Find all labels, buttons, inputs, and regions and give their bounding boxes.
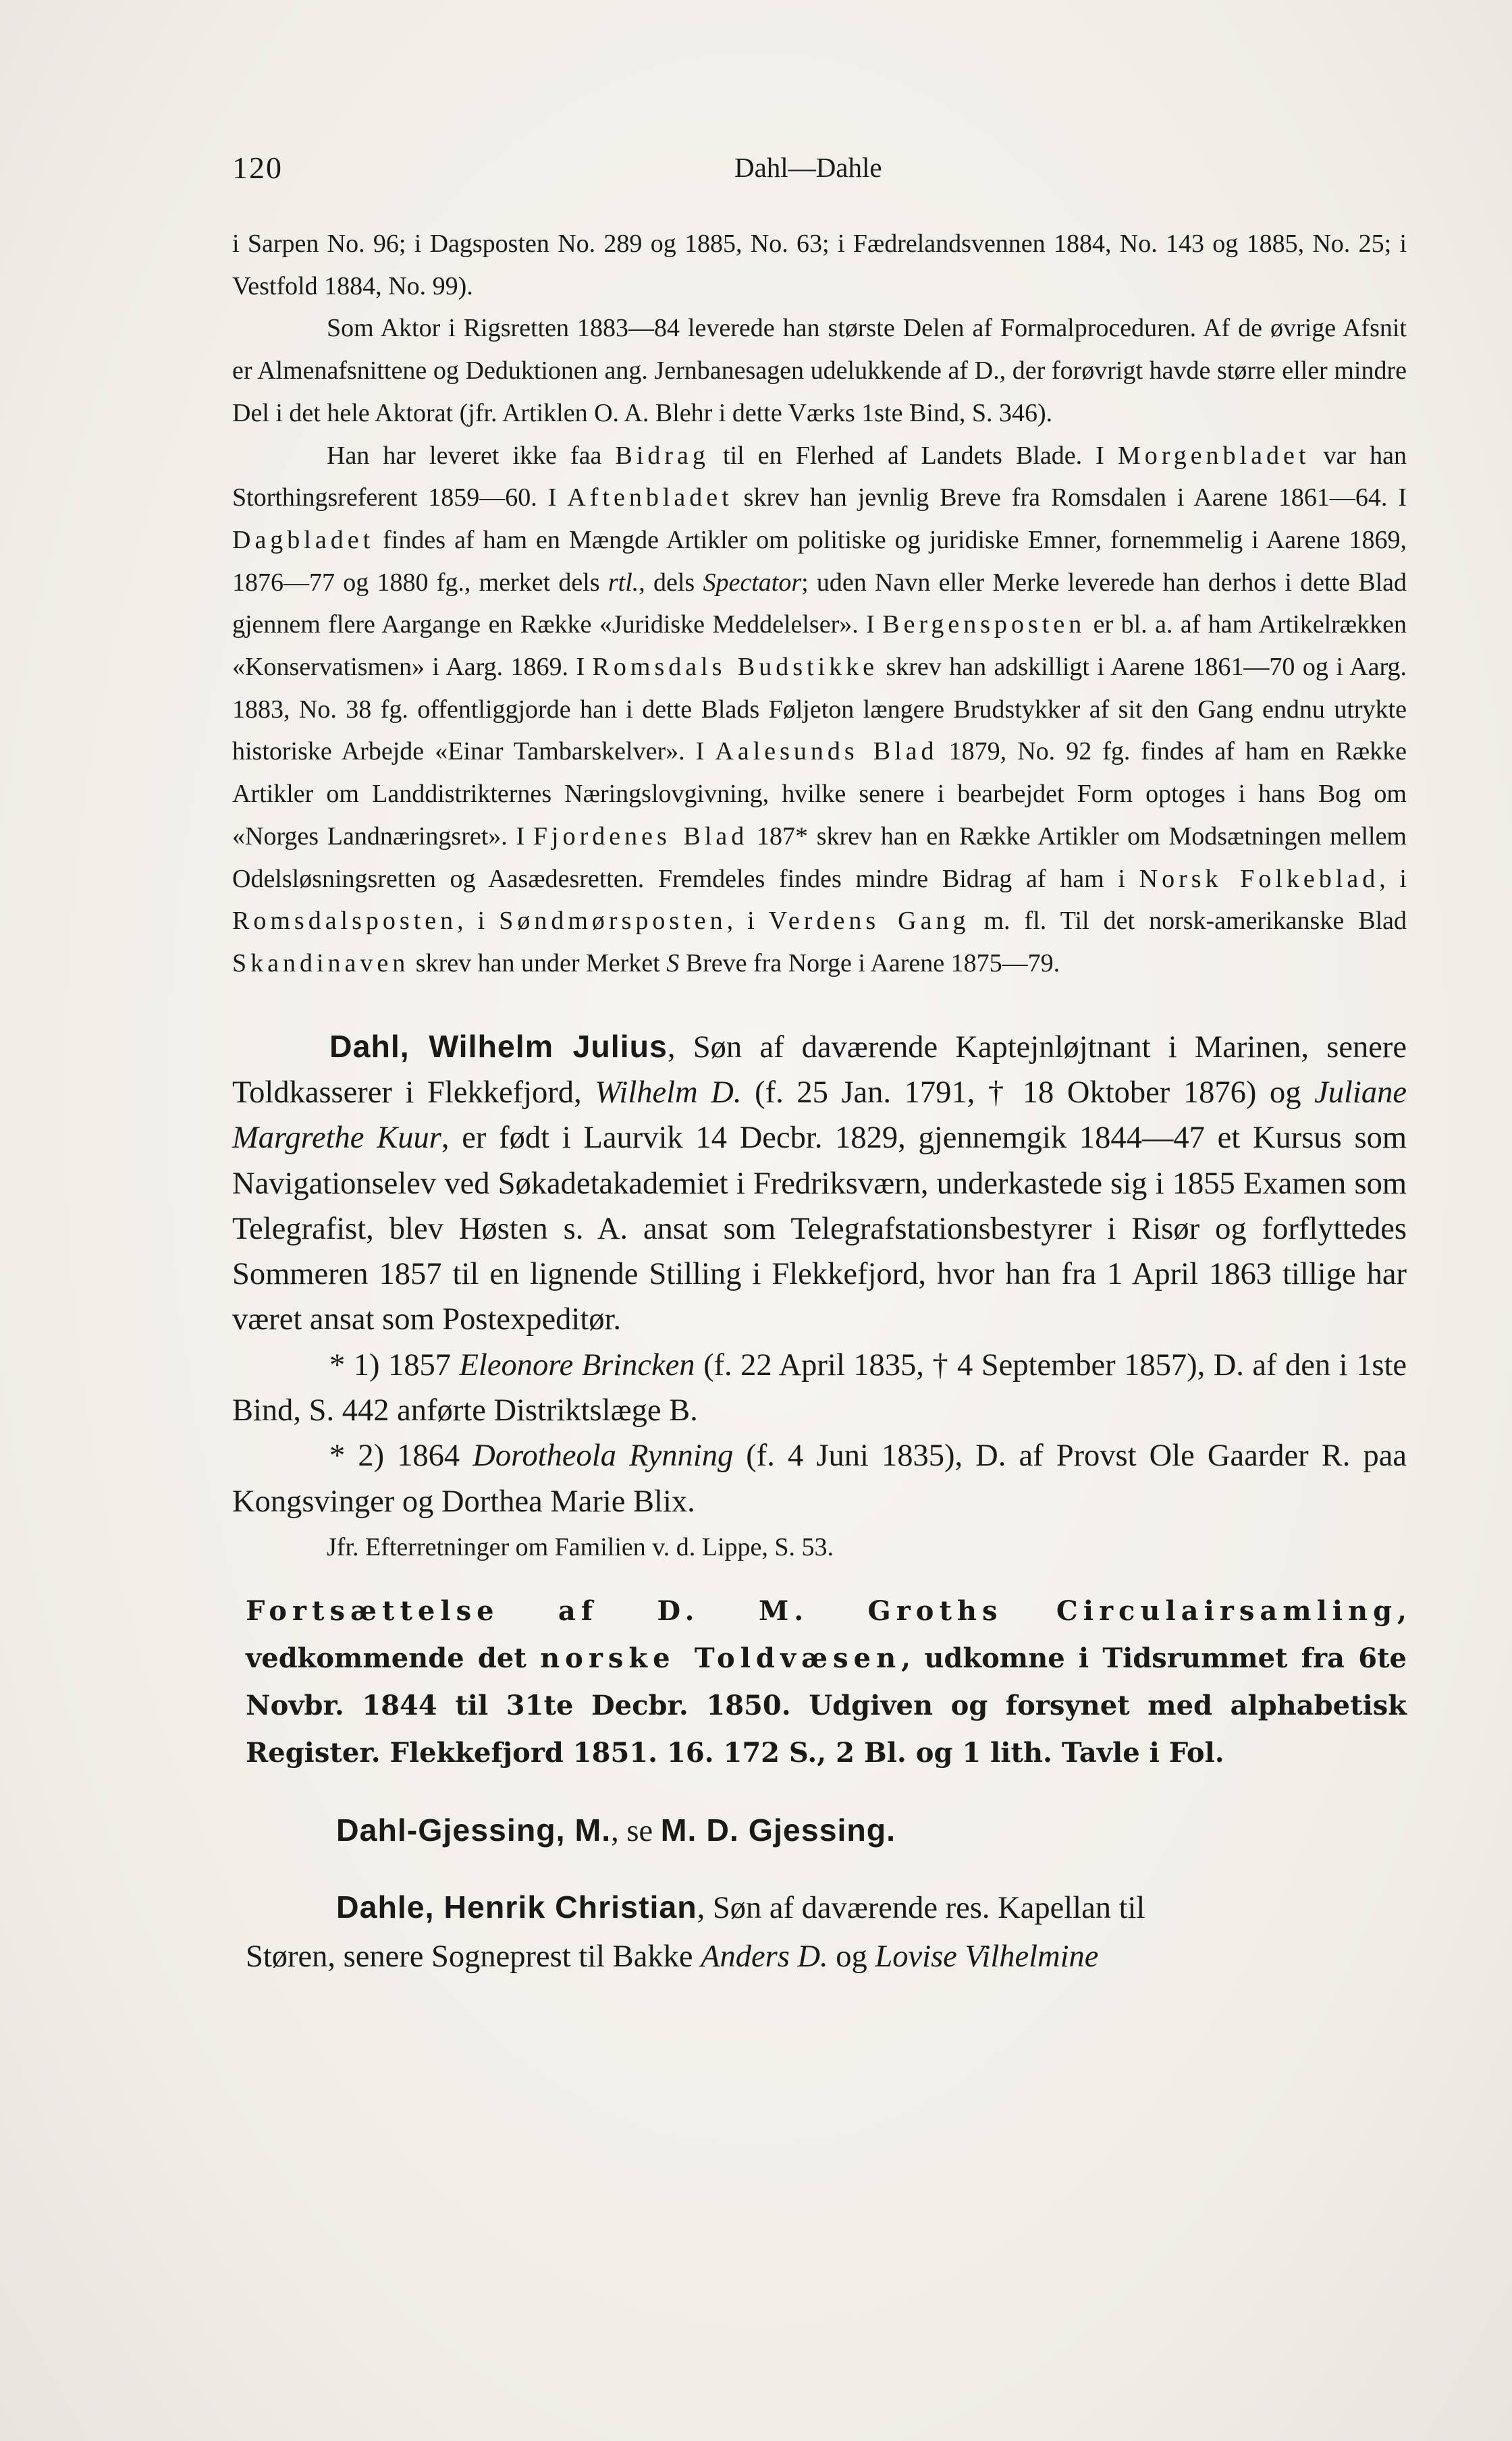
text-run: til en Flerhed af Landets Blade. I: [709, 441, 1118, 470]
entry-text-line2: [232, 1933, 1407, 1981]
text-run: , dels: [639, 568, 703, 597]
reference-note: Jfr. Efterretninger om Familien v. d. Lippe, S. 53.: [327, 1532, 834, 1561]
crossref-target: M. D. Gjessing.: [660, 1812, 896, 1848]
text-run: er bl. a. af ham Artikelrækken «Konservatismen» i Aarg. 1869. I: [232, 610, 1407, 682]
spaced-title: Søndmørsposten: [499, 907, 727, 936]
entry-text-line1: , Søn af daværende res. Kapellan til: [697, 1890, 1145, 1925]
paragraph-bidrag: [232, 435, 1407, 985]
text-run: , Søn af daværende Kaptejnløjtnant i Marinen, senere Toldkasserer i Flekkefjord,: [232, 1029, 1407, 1110]
spaced-title: Fjordenes Blad: [533, 822, 749, 851]
text-run: m. fl. Til det norsk-amerikanske Blad: [969, 907, 1407, 936]
entry-dahl-wilhelm-julius: [232, 1024, 1407, 1570]
paragraph-rigsretten: Som Aktor i Rigsretten 1883—84 leverede han største Delen af Formalproceduren. Af de øvrige Afsnit er Almenafsnittene og Deduktionen ang. Jernbanesagen udelukkende af D., der forøvrigt havde større eller mindre Del i det hele Aktorat (jfr. Artiklen O. A. Blehr i dette Værks 1ste Bind, S. 346).: [232, 314, 1407, 427]
entry-dahl-gjessing: [232, 1812, 1407, 1849]
spaced-title: Romsdals Budstikke: [592, 653, 879, 682]
text-run: (f. 25 Jan. 1791, † 18 Oktober 1876) og: [741, 1075, 1315, 1110]
crossref-name: Dahl-Gjessing, M.: [336, 1812, 612, 1848]
text-run: , udkomne i Tidsrummet fra 6te Novbr. 1844 til 31te Decbr. 1850. Udgiven og forsynet med alphabetisk Register. Flekkefjord 1851. 16. 172 S., 2 Bl. og 1 lith. Tavle i Fol.: [246, 1642, 1407, 1769]
text-run: findes af ham en Mængde Artikler om politiske og juridiske Emner, fornemmelig i Aarene 1869, 1876—77 og 1880 fg., merket dels: [232, 525, 1407, 597]
spaced-title: Romsdalsposten: [232, 907, 458, 936]
marriage-1-paragraph: [232, 1343, 1407, 1434]
crossref-see: , se: [611, 1813, 661, 1848]
spaced-title: norske Toldvæsen: [540, 1642, 902, 1674]
text-run: , er født i Laurvik 14 Decbr. 1829, gjennemgik 1844—47 et Kursus som Navigationselev ved Søkadetakademiet i Fredriksværn, underkastede sig i 1855 Examen som Telegrafist, blev Høsten s. A. ansat som Telegrafstationsbestyrer i Risør og forflyttedes Sommeren 1857 til en lignende Stilling i Flekkefjord, hvor han fra 1 April 1863 tillige har været ansat som Postexpeditør.: [232, 1121, 1407, 1337]
spaced-title: Aalesunds Blad: [715, 737, 938, 766]
text-run: ; uden Navn eller Merke leverede han derhos i dette Blad gjennem flere Aargange en Række «Juridiske Meddelelser». I: [232, 568, 1407, 639]
spaced-title: Bidrag: [615, 441, 709, 470]
italic-text: Eleonore Brincken: [459, 1347, 695, 1383]
italic-text: Spectator: [703, 568, 802, 597]
text-run: Han har leveret ikke faa: [327, 441, 616, 470]
father-name: Anders D.: [701, 1939, 828, 1974]
spaced-title: Aftenbladet: [567, 483, 733, 512]
text-run: 187* skrev han en Række Artikler om Modsætningen mellem Odelsløsningsretten og Aasædesretten. Fremdeles findes mindre Bidrag af ham i: [232, 822, 1407, 893]
text-run: , vedkommende det: [246, 1594, 1407, 1674]
entry-name: Dahl, Wilhelm Julius: [329, 1028, 668, 1064]
text-run: * 1) 1857: [329, 1347, 460, 1383]
text-run: , i: [457, 907, 500, 936]
italic-text: Wilhelm D.: [595, 1075, 742, 1110]
text-run: (f. 4 Juni 1835), D. af Provst Ole Gaarder R. paa Kongsvinger og Dorthea Marie Blix.: [232, 1439, 1407, 1519]
entry-dahle-henrik-christian: [232, 1883, 1407, 1981]
text-run: (f. 22 April 1835, † 4 September 1857), D. af den i 1ste Bind, S. 442 anførte Distriktslæge B.: [232, 1347, 1407, 1428]
spaced-title: Norsk Folkeblad: [1139, 864, 1380, 893]
text-run: * 2) 1864: [329, 1439, 473, 1474]
italic-text: rtl.: [608, 568, 639, 597]
entry-text-storen: Støren, senere Sogneprest til Bakke: [246, 1939, 701, 1974]
page-number: 120: [232, 151, 283, 185]
text-run: , i: [726, 907, 769, 936]
spaced-title: Circulairsamling: [1056, 1594, 1398, 1627]
spaced-title: Verdens Gang: [768, 907, 970, 936]
running-head: Dahl—Dahle: [734, 152, 882, 183]
italic-text: S: [666, 948, 680, 977]
text-run: var han Storthingsreferent 1859—60. I: [232, 441, 1407, 512]
page-header: [232, 150, 1407, 197]
spaced-title: Skandinaven: [232, 948, 410, 977]
text-run: Breve fra Norge i Aarene 1875—79.: [679, 948, 1060, 977]
conjunction: og: [828, 1939, 875, 1974]
italic-text: Dorotheola Rynning: [473, 1439, 734, 1474]
page-body: [232, 223, 1407, 1981]
text-run: skrev han under Merket: [409, 948, 667, 977]
text-run: 1879, No. 92 fg. findes af ham en Række Artikler om Landdistrikternes Næringslovgivning, hvilke senere i bearbejdet Form optoges i hans Bog om «Norges Landnæringsret». I: [232, 737, 1407, 851]
paragraph-newspaper-list: i Sarpen No. 96; i Dagsposten No. 289 og 1885, No. 63; i Fædrelandsvennen 1884, No. 143 og 1885, No. 25; i Vestfold 1884, No. 99).: [232, 230, 1407, 300]
spaced-title: Dagbladet: [232, 525, 375, 554]
text-run: skrev han jevnlig Breve fra Romsdalen i Aarene 1861—64. I: [732, 483, 1407, 512]
section-contributions: [232, 223, 1407, 985]
italic-text: Juliane Margrethe Kuur: [232, 1075, 1407, 1156]
mother-name: Lovise Vilhelmine: [875, 1939, 1099, 1974]
spaced-title: Fortsættelse af D. M. Groths: [246, 1594, 1003, 1627]
spaced-title: Bergensposten: [882, 610, 1086, 639]
text-run: [1003, 1595, 1056, 1627]
entry-name: Dahle, Henrik Christian: [336, 1889, 697, 1925]
text-run: , i: [1379, 864, 1407, 893]
spaced-title: Morgenbladet: [1117, 441, 1310, 470]
publication-fraktur: [232, 1588, 1407, 1777]
text-run: skrev han adskilligt i Aarene 1861—70 og i Aarg. 1883, No. 38 fg. offentliggjorde han i dette Blads Føljeton længere Brudstykker af sit den Gang endnu utrykte historiske Arbejde «Einar Tambarskelver». I: [232, 653, 1407, 766]
biography-paragraph: [232, 1024, 1407, 1343]
marriage-2-paragraph: [232, 1433, 1407, 1524]
